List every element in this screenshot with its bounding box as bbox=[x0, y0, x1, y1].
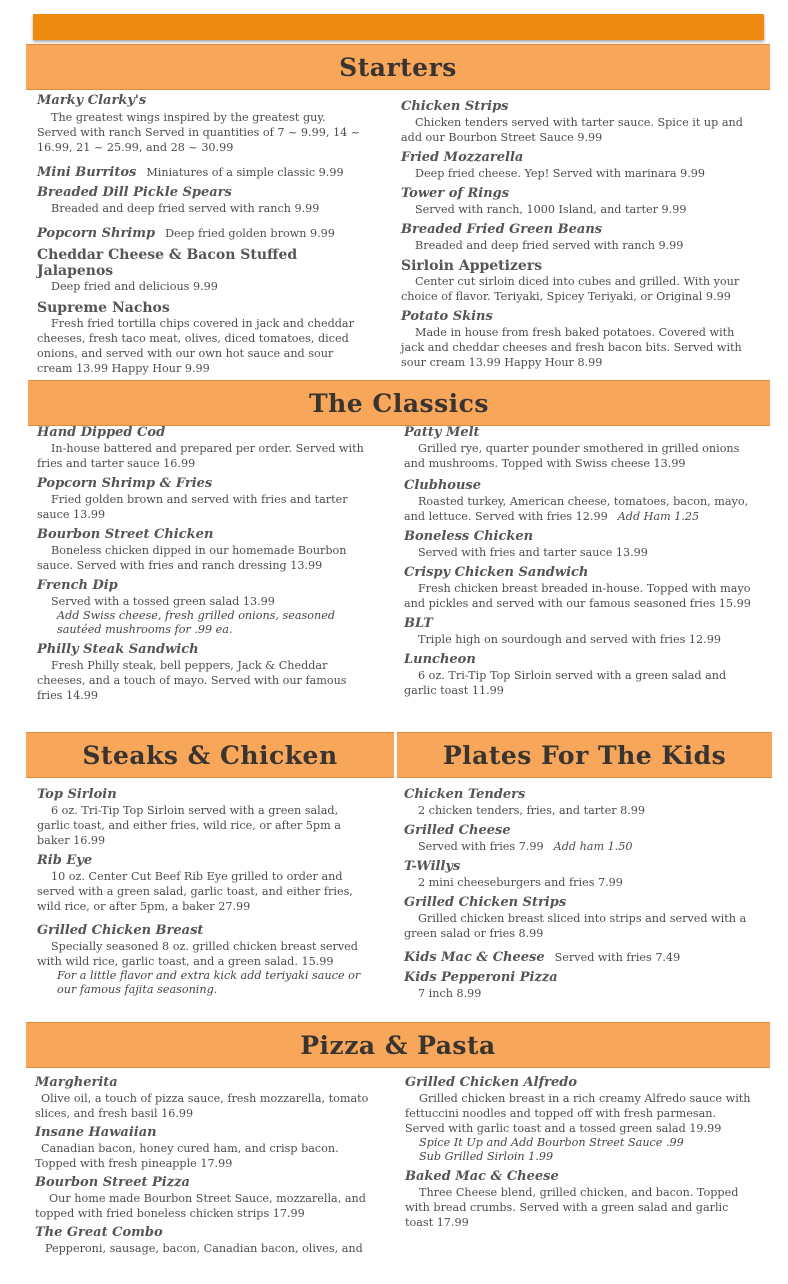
item-description: Center cut sirloin diced into cubes and grilled. With your choice of flavor. Teriyaki, Spicey Teriyaki, or Original 9.99 bbox=[401, 275, 740, 303]
menu-item bbox=[404, 478, 756, 524]
menu-item bbox=[35, 1075, 375, 1121]
item-description bbox=[404, 494, 756, 524]
menu-item bbox=[37, 93, 367, 155]
item-description-text: Served with fries 7.99 bbox=[418, 840, 544, 853]
item-name: Bourbon Street Pizza bbox=[35, 1175, 190, 1190]
item-description: Triple high on sourdough and served with fries 12.99 bbox=[418, 633, 721, 646]
menu-item bbox=[404, 895, 756, 941]
menu-item bbox=[404, 565, 756, 611]
item-description: Deep fried and delicious 9.99 bbox=[51, 280, 218, 293]
item-name: Grilled Chicken Strips bbox=[404, 895, 567, 910]
menu-item bbox=[404, 859, 756, 890]
menu-item bbox=[35, 1225, 375, 1256]
item-name: Grilled Chicken Alfredo bbox=[405, 1075, 578, 1090]
item-description: Served with fries 7.49 bbox=[554, 951, 681, 964]
menu-item bbox=[37, 923, 373, 997]
pizza-right-column bbox=[405, 1075, 757, 1230]
item-description: Made in house from fresh baked potatoes. Covered with jack and cheddar cheeses and fresh bacon bits. Served with sour cream 13.99 Happy Hour 8.99 bbox=[401, 326, 742, 369]
item-description: Grilled chicken breast in a rich creamy Alfredo sauce with fettuccini noodles and topped off with fresh parmesan. Served with garlic toast and a tossed green salad 19.99 bbox=[405, 1092, 751, 1135]
item-description: 6 oz. Tri-Tip Top Sirloin served with a green salad, garlic toast, and either fries, wild rice, or after 5pm a baker 16.99 bbox=[37, 804, 341, 847]
menu-item bbox=[37, 425, 373, 471]
item-name: Mini Burritos bbox=[37, 165, 137, 180]
item-description: Chicken tenders served with tarter sauce. Spice it up and add our Bourbon Street Sauce 9.99 bbox=[401, 116, 743, 144]
item-name: Popcorn Shrimp bbox=[37, 226, 156, 241]
section-title-pizza: Pizza & Pasta bbox=[300, 1030, 496, 1060]
menu-item bbox=[405, 1169, 757, 1230]
item-description: Grilled rye, quarter pounder smothered in grilled onions and mushrooms. Topped with Swiss cheese 13.99 bbox=[404, 442, 740, 470]
section-title-classics: The Classics bbox=[309, 388, 489, 418]
item-name: Chicken Tenders bbox=[404, 787, 526, 802]
menu-item bbox=[405, 1075, 757, 1164]
item-description: Served with a tossed green salad 13.99 bbox=[51, 595, 275, 608]
item-description: Served with fries and tarter sauce 13.99 bbox=[418, 546, 648, 559]
menu-item bbox=[37, 185, 367, 216]
menu-item bbox=[401, 150, 753, 181]
item-note: Add ham 1.50 bbox=[553, 840, 633, 853]
item-name: Grilled Chicken Breast bbox=[37, 923, 204, 938]
menu-item bbox=[37, 161, 367, 181]
classics-left-column bbox=[37, 425, 373, 703]
menu-item bbox=[37, 247, 367, 294]
item-name: French Dip bbox=[37, 578, 118, 593]
item-name: Tower of Rings bbox=[401, 186, 510, 201]
item-name: Insane Hawaiian bbox=[35, 1125, 157, 1140]
top-accent-bar bbox=[33, 14, 764, 40]
item-description: Fresh Philly steak, bell peppers, Jack & Cheddar cheeses, and a touch of mayo. Served with our famous fries 14.99 bbox=[37, 659, 347, 702]
item-name: Hand Dipped Cod bbox=[37, 425, 166, 440]
menu-item bbox=[37, 300, 367, 376]
item-name: Grilled Cheese bbox=[404, 823, 511, 838]
item-description: Miniatures of a simple classic 9.99 bbox=[146, 166, 344, 179]
menu-item bbox=[37, 476, 373, 522]
item-name: Sirloin Appetizers bbox=[401, 258, 543, 274]
menu-item bbox=[37, 853, 373, 914]
item-name: Potato Skins bbox=[401, 309, 493, 324]
item-name: Patty Melt bbox=[404, 425, 480, 440]
starters-banner bbox=[26, 44, 770, 90]
item-name: Kids Mac & Cheese bbox=[404, 950, 545, 965]
item-description: Breaded and deep fried served with ranch 9.99 bbox=[415, 239, 684, 252]
section-title-starters: Starters bbox=[339, 52, 457, 82]
item-name: The Great Combo bbox=[35, 1225, 163, 1240]
item-name: Clubhouse bbox=[404, 478, 481, 493]
item-description: Three Cheese blend, grilled chicken, and bacon. Topped with bread crumbs. Served with a green salad and garlic toast 17.99 bbox=[405, 1186, 739, 1229]
steaks-banner bbox=[26, 732, 394, 778]
item-name: Margherita bbox=[35, 1075, 118, 1090]
item-description: Our home made Bourbon Street Sauce, mozzarella, and topped with fried boneless chicken strips 17.99 bbox=[35, 1192, 366, 1220]
menu-item bbox=[37, 787, 373, 848]
menu-item bbox=[37, 527, 373, 573]
item-name: Baked Mac & Cheese bbox=[405, 1169, 559, 1184]
item-name: Boneless Chicken bbox=[404, 529, 534, 544]
item-description: Boneless chicken dipped in our homemade Bourbon sauce. Served with fries and ranch dressing 13.99 bbox=[37, 544, 347, 572]
item-description: 2 chicken tenders, fries, and tarter 8.99 bbox=[418, 804, 646, 817]
item-description: Deep fried cheese. Yep! Served with marinara 9.99 bbox=[415, 167, 706, 180]
item-description: Deep fried golden brown 9.99 bbox=[165, 227, 335, 240]
item-name: Bourbon Street Chicken bbox=[37, 527, 214, 542]
item-description: 10 oz. Center Cut Beef Rib Eye grilled to order and served with a green salad, garlic toast, and either fries, wild rice, or after 5pm, a baker 27.99 bbox=[37, 870, 353, 913]
item-description: Fresh chicken breast breaded in-house. Topped with mayo and pickles and served with our famous seasoned fries 15.99 bbox=[404, 582, 751, 610]
menu-item bbox=[37, 222, 367, 242]
menu-item bbox=[404, 946, 756, 966]
menu-item bbox=[404, 970, 756, 1001]
item-note: Spice It Up and Add Bourbon Street Sauce .99 bbox=[419, 1136, 684, 1149]
starters-left-column bbox=[37, 93, 367, 376]
menu-item bbox=[35, 1175, 375, 1221]
item-name: Popcorn Shrimp & Fries bbox=[37, 476, 213, 491]
item-note: Add Swiss cheese, fresh grilled onions, seasoned sautéed mushrooms for .99 ea. bbox=[57, 609, 336, 636]
starters-right-column bbox=[401, 99, 753, 370]
menu-item bbox=[401, 258, 753, 304]
menu-item bbox=[404, 425, 756, 471]
item-name: Crispy Chicken Sandwich bbox=[404, 565, 589, 580]
item-note: Sub Grilled Sirloin 1.99 bbox=[419, 1150, 554, 1163]
item-note: For a little flavor and extra kick add teriyaki sauce or our famous fajita seasoning. bbox=[57, 969, 361, 996]
item-description bbox=[404, 839, 756, 854]
item-description: Breaded and deep fried served with ranch 9.99 bbox=[51, 202, 320, 215]
item-name: BLT bbox=[404, 616, 433, 631]
section-title-kids: Plates For The Kids bbox=[442, 740, 727, 770]
menu-item bbox=[404, 529, 756, 560]
classics-right-column bbox=[404, 425, 756, 698]
menu-item bbox=[401, 222, 753, 253]
item-description: 6 oz. Tri-Tip Top Sirloin served with a green salad and garlic toast 11.99 bbox=[404, 669, 727, 697]
item-description: Pepperoni, sausage, bacon, Canadian bacon, olives, and bbox=[45, 1242, 363, 1255]
pizza-left-column bbox=[35, 1075, 375, 1256]
item-note: Add Ham 1.25 bbox=[617, 510, 700, 523]
item-name: Breaded Dill Pickle Spears bbox=[37, 185, 232, 200]
item-name: Luncheon bbox=[404, 652, 476, 667]
item-description: Grilled chicken breast sliced into strips and served with a green salad or fries 8.99 bbox=[404, 912, 747, 940]
item-description: In-house battered and prepared per order. Served with fries and tarter sauce 16.99 bbox=[37, 442, 364, 470]
menu-item bbox=[37, 642, 373, 703]
item-description: Served with ranch, 1000 Island, and tarter 9.99 bbox=[415, 203, 687, 216]
item-name: Top Sirloin bbox=[37, 787, 117, 802]
item-description-text: Roasted turkey, American cheese, tomatoes, bacon, mayo, and lettuce. Served with fries 12.99 bbox=[404, 495, 749, 523]
item-name: Rib Eye bbox=[37, 853, 93, 868]
classics-banner bbox=[28, 380, 770, 426]
item-description: The greatest wings inspired by the greatest guy. Served with ranch Served in quantities of 7 ~ 9.99, 14 ~ 16.99, 21 ~ 25.99, and 28 ~ 30.99 bbox=[37, 111, 361, 154]
pizza-banner bbox=[26, 1022, 770, 1068]
menu-item bbox=[401, 309, 753, 370]
item-name: Kids Pepperoni Pizza bbox=[404, 970, 558, 985]
menu-item bbox=[404, 652, 756, 698]
item-description: Fried golden brown and served with fries and tarter sauce 13.99 bbox=[37, 493, 348, 521]
item-description: Specially seasoned 8 oz. grilled chicken breast served with wild rice, garlic toast, and a green salad. 15.99 bbox=[37, 940, 358, 968]
item-description: Fresh fried tortilla chips covered in jack and cheddar cheeses, fresh taco meat, olives, diced tomatoes, diced onions, and served with our own hot sauce and sour cream 13.99 Happy Hour 9.99 bbox=[37, 317, 354, 375]
kids-banner bbox=[397, 732, 772, 778]
menu-item bbox=[404, 616, 756, 647]
menu-item bbox=[404, 823, 756, 854]
item-name: Fried Mozzarella bbox=[401, 150, 524, 165]
menu-item bbox=[401, 186, 753, 217]
item-description: Canadian bacon, honey cured ham, and crisp bacon. Topped with fresh pineapple 17.99 bbox=[35, 1142, 339, 1170]
item-name: Cheddar Cheese & Bacon Stuffed Jalapenos bbox=[37, 247, 298, 279]
item-name: Chicken Strips bbox=[401, 99, 509, 114]
menu-item bbox=[37, 578, 373, 637]
item-name: Breaded Fried Green Beans bbox=[401, 222, 603, 237]
item-description: 7 inch 8.99 bbox=[418, 987, 482, 1000]
item-name: Marky Clarky's bbox=[37, 93, 147, 108]
menu-item bbox=[35, 1125, 375, 1171]
kids-column bbox=[404, 787, 756, 1001]
item-name: Supreme Nachos bbox=[37, 300, 170, 316]
item-description: 2 mini cheeseburgers and fries 7.99 bbox=[418, 876, 623, 889]
menu-item bbox=[404, 787, 756, 818]
steaks-column bbox=[37, 787, 373, 997]
section-title-steaks: Steaks & Chicken bbox=[82, 740, 338, 770]
item-name: T-Willys bbox=[404, 859, 461, 874]
item-description: Olive oil, a touch of pizza sauce, fresh mozzarella, tomato slices, and fresh basil 16.99 bbox=[35, 1092, 369, 1120]
item-name: Philly Steak Sandwich bbox=[37, 642, 199, 657]
menu-item bbox=[401, 99, 753, 145]
